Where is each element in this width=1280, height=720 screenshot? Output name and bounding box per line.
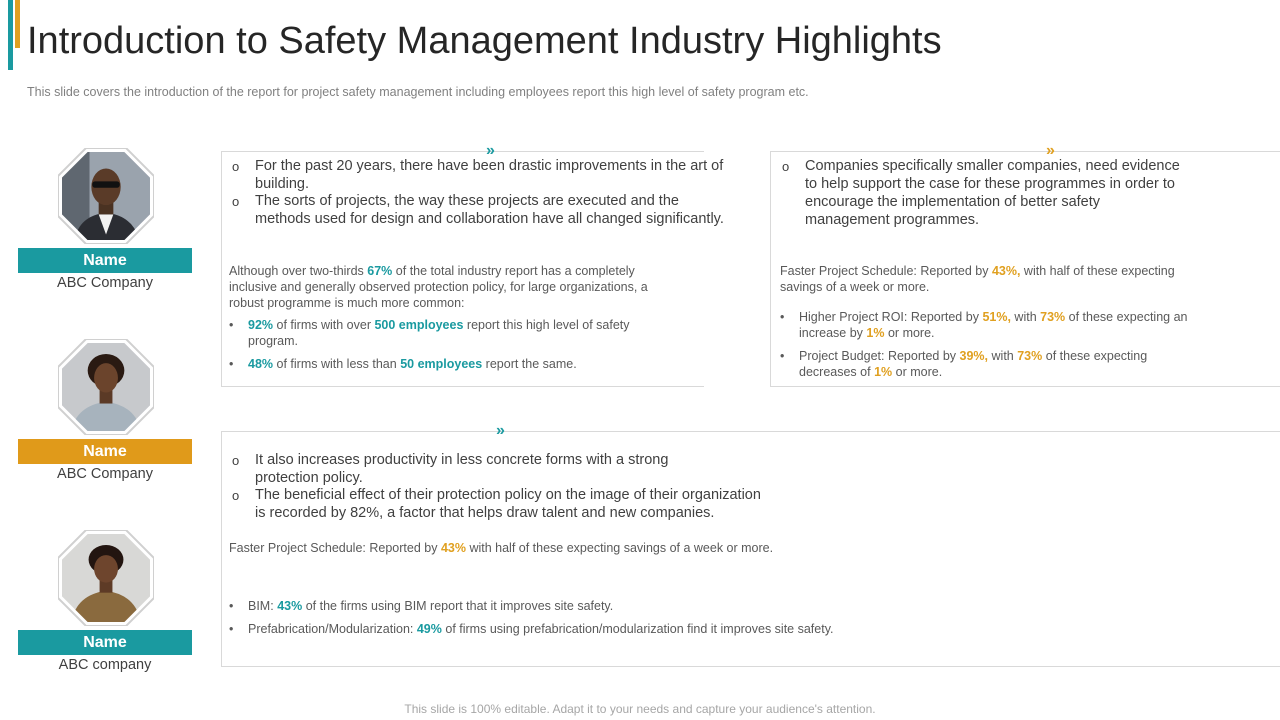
person-name: Name [18, 248, 192, 273]
point-item: o It also increases productivity in less concrete forms with a strong protection policy. [232, 452, 669, 486]
dot-bullet-icon: • [229, 622, 234, 636]
stat-bullet: • 48% of firms with less than 50 employees report the same. [229, 357, 577, 371]
stat-bullet: • Prefabrication/Modularization: 49% of firms using prefabrication/modularization find it improves site safety. [229, 622, 834, 636]
person-card-1 [18, 148, 192, 298]
person-company: ABC company [58, 657, 152, 673]
dot-bullet-icon: • [229, 318, 234, 332]
avatar [58, 339, 154, 435]
dot-bullet-icon: • [229, 357, 234, 371]
point-item: o The sorts of projects, the way these projects are executed and the methods used for design and collaboration have all changed significantly. [232, 193, 724, 227]
person-card-2 [18, 339, 192, 489]
accent-bar-gold [15, 0, 20, 48]
person-company: ABC Company [57, 275, 153, 291]
page-subtitle: This slide covers the introduction of the report for project safety management including employees report this high level of safety program etc. [27, 85, 809, 99]
avatar [58, 148, 154, 244]
avatar [58, 530, 154, 626]
summary-paragraph: Faster Project Schedule: Reported by 43% with half of these expecting savings of a week or more. [229, 541, 774, 555]
summary-paragraph: Although over two-thirds 67% of the total industry report has a completely inclusive and generally observed protection policy, for large organizations, a robust programme is much more common: [229, 264, 648, 310]
footer-note: This slide is 100% editable. Adapt it to your needs and capture your audience's attention. [404, 702, 876, 716]
person-card-3 [18, 530, 192, 680]
dot-bullet-icon: • [780, 310, 785, 324]
accent-bar-teal [8, 0, 13, 70]
chevron-icon: » [496, 422, 505, 439]
circle-bullet-icon: o [232, 453, 240, 468]
page-title: Introduction to Safety Management Industry Highlights [27, 20, 942, 62]
dot-bullet-icon: • [780, 349, 785, 363]
dot-bullet-icon: • [229, 599, 234, 613]
summary-paragraph: Faster Project Schedule: Reported by 43%, with half of these expecting savings of a week or more. [780, 264, 1175, 294]
circle-bullet-icon: o [782, 159, 790, 174]
person-company: ABC Company [57, 466, 153, 482]
circle-bullet-icon: o [232, 488, 240, 503]
person-name: Name [18, 630, 192, 655]
circle-bullet-icon: o [232, 159, 240, 174]
point-item: o The beneficial effect of their protection policy on the image of their organization is recorded by 82%, a factor that helps draw talent and new companies. [232, 487, 761, 521]
point-item: o Companies specifically smaller companies, need evidence to help support the case for these programmes in order to encourage the implementation of better safety management programmes. [782, 158, 1180, 228]
stat-bullet: • 92% of firms with over 500 employees report this high level of safety program. [229, 318, 630, 348]
circle-bullet-icon: o [232, 194, 240, 209]
stat-bullet: • Higher Project ROI: Reported by 51%, with 73% of these expecting an increase by 1% or more. [780, 310, 1188, 340]
point-item: o For the past 20 years, there have been drastic improvements in the art of building. [232, 158, 724, 192]
stat-bullet: • Project Budget: Reported by 39%, with 73% of these expecting decreases of 1% or more. [780, 349, 1148, 379]
chevron-icon: » [1046, 142, 1055, 159]
person-name: Name [18, 439, 192, 464]
stat-bullet: • BIM: 43% of the firms using BIM report that it improves site safety. [229, 599, 614, 613]
chevron-icon: » [486, 142, 495, 159]
